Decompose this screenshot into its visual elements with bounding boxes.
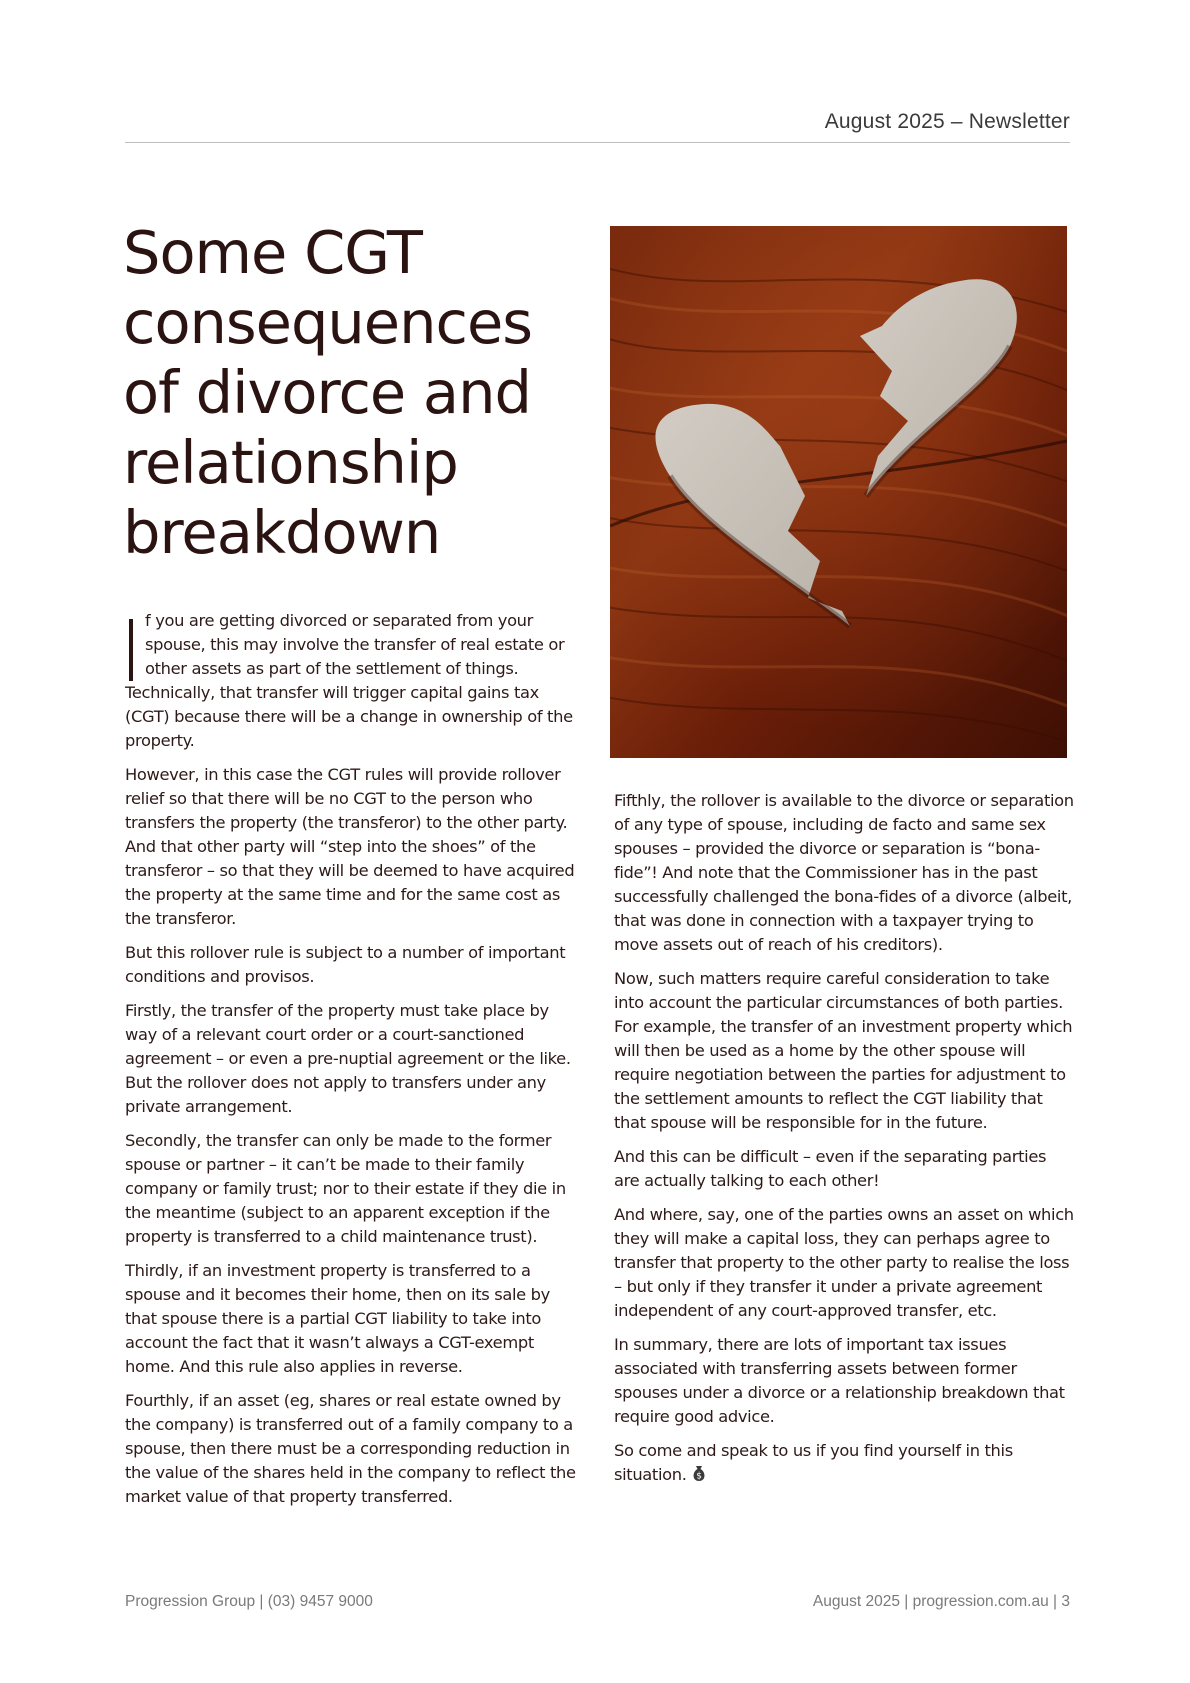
- article-paragraph: And this can be difficult – even if the separating parties are actually talking to each other!: [614, 1147, 1047, 1190]
- paragraph-text: f you are getting divorced or separated from your spouse, this may involve the transfer of real estate or other assets as part of the settlement of things. Technically, that transfer will trigger capital gains tax (CGT) because there will be a change in ownership of the property.: [125, 611, 573, 750]
- footer-page-info: August 2025 | progression.com.au | 3: [812, 1593, 1070, 1610]
- paragraph-text: So come and speak to us if you find yourself in this situation.: [614, 1441, 1013, 1484]
- article-paragraph: However, in this case the CGT rules will provide rollover relief so that there will be no CGT to the person who transfers the property (the transferor) to the other party. And that other party will “step into the shoes” of the transferor – so that they will be deemed to have acquired the property at the same time and for the same cost as the transferor.: [125, 765, 575, 928]
- svg-text:$: $: [695, 1471, 702, 1482]
- dropcap-glyph: [129, 619, 133, 681]
- article-paragraph: Fourthly, if an asset (eg, shares or real estate owned by the company) is transferred out of a family company to a spouse, then there must be a corresponding reduction in the value of the shares held in the company to reflect the market value of that property transferred.: [125, 1391, 576, 1506]
- broken-heart-photo: [610, 226, 1067, 758]
- article-paragraph: And where, say, one of the parties owns an asset on which they will make a capital loss, they can perhaps agree to transfer that property to the other party to realise the loss – but only if they transfer it under a private agreement independent of any court-approved transfer, etc.: [614, 1205, 1074, 1320]
- money-bag-icon: [691, 1464, 707, 1489]
- article-paragraph-closing: [614, 1439, 1074, 1489]
- broken-heart-illustration: [610, 226, 1067, 758]
- article-paragraph: Secondly, the transfer can only be made to the former spouse or partner – it can’t be made to their family company or family trust; nor to their estate if they die in the meantime (subject to an apparent exception if the property is transferred to a child maintenance trust).: [125, 1131, 566, 1246]
- newsletter-header-title: August 2025 – Newsletter: [824, 110, 1070, 133]
- article-paragraph: In summary, there are lots of important tax issues associated with transferring assets between former spouses under a divorce or a relationship breakdown that require good advice.: [614, 1335, 1065, 1426]
- article-paragraph-intro: [125, 609, 585, 753]
- article-paragraph: But this rollover rule is subject to a number of important conditions and provisos.: [125, 943, 566, 986]
- article-title: Some CGT consequences of divorce and relationship breakdown: [123, 218, 532, 567]
- page-header: [125, 108, 1070, 143]
- article-right-column: [614, 789, 1074, 1499]
- dropcap-letter: [125, 615, 139, 679]
- footer-contact: Progression Group | (03) 9457 9000: [125, 1593, 373, 1610]
- article-paragraph: Thirdly, if an investment property is transferred to a spouse and it becomes their home, then on its sale by that spouse there is a partial CGT liability to take into account the fact that it wasn’t always a CGT-exempt home. And this rule also applies in reverse.: [125, 1261, 550, 1376]
- article-paragraph: Firstly, the transfer of the property must take place by way of a relevant court order or a court-sanctioned agreement – or even a pre-nuptial agreement or the like. But the rollover does not apply to transfers under any private arrangement.: [125, 1001, 571, 1116]
- article-left-column: [125, 609, 585, 1519]
- article-paragraph: Now, such matters require careful consideration to take into account the particular circumstances of both parties. For example, the transfer of an investment property which will then be used as a home by the other spouse will require negotiation between the parties for adjustment to the settlement amounts to reflect the CGT liability that that spouse will be responsible for in the future.: [614, 969, 1073, 1132]
- article-paragraph: Fifthly, the rollover is available to the divorce or separation of any type of spouse, including de facto and same sex spouses – provided the divorce or separation is “bona-fide”! And note that the Commissioner has in the past successfully challenged the bona-fides of a divorce (albeit, that was done in connection with a taxpayer trying to move assets out of reach of his creditors).: [614, 791, 1074, 954]
